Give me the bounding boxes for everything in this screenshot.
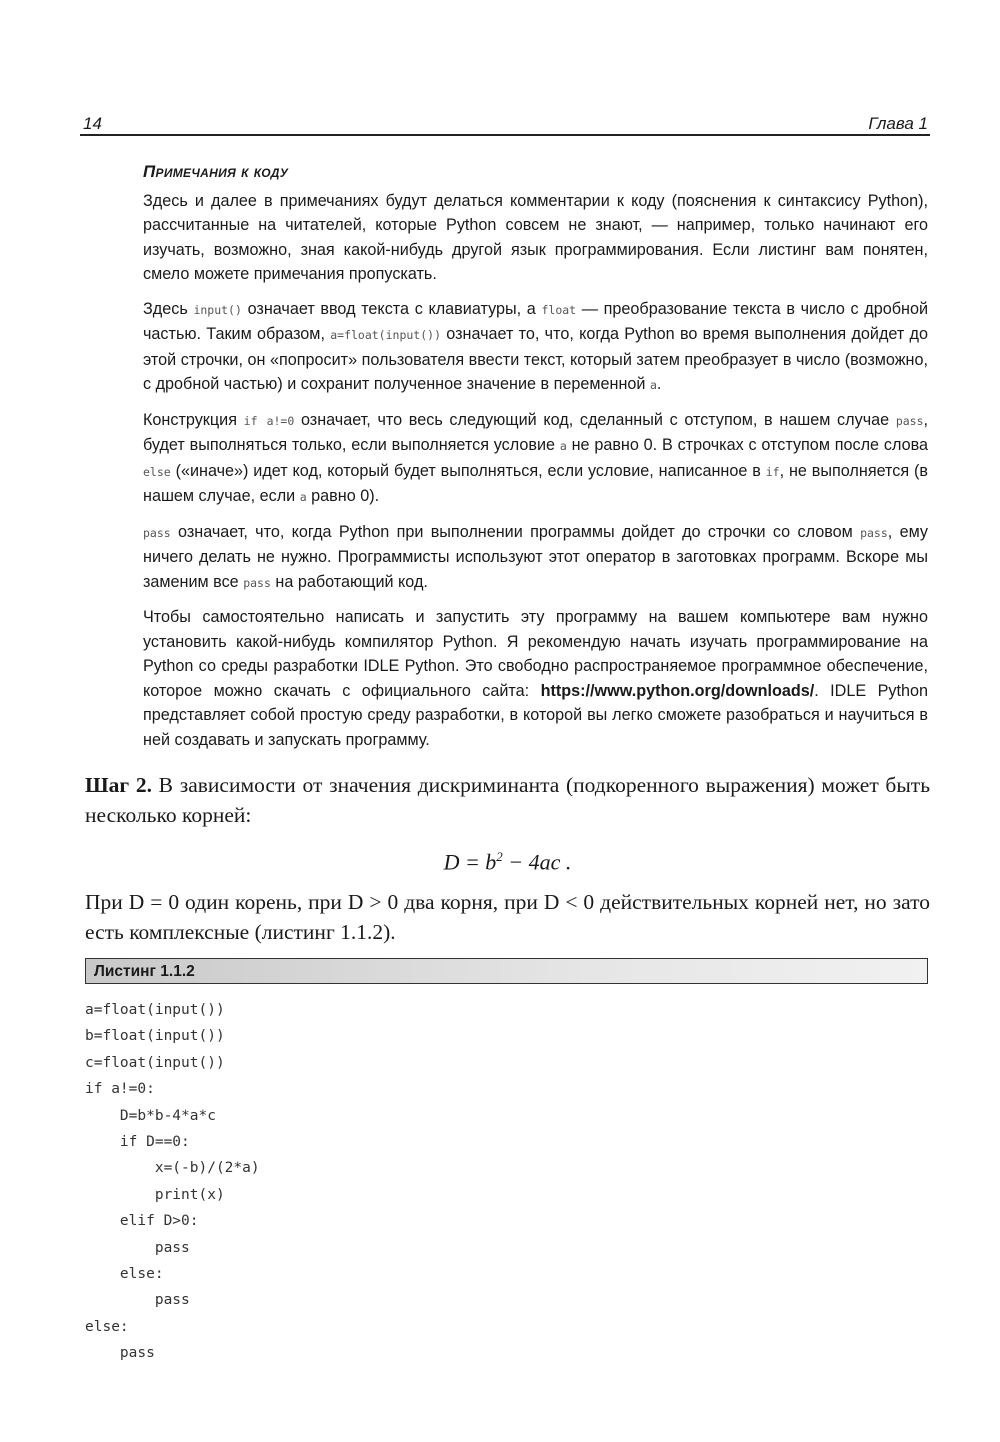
inline-code: else (143, 464, 171, 479)
step-paragraph (85, 770, 930, 830)
code-line: if D==0: (85, 1134, 190, 1151)
notes-paragraph (143, 189, 928, 287)
code-listing (85, 997, 260, 1367)
text-segment: . IDLE Python представляет собой простую среду разработки, в которой вы легко сможете разобраться и научиться в ней создавать и запускать программу. (143, 681, 928, 749)
inline-code: float (541, 302, 577, 317)
notes-body (143, 189, 928, 753)
text-segment: на работающий код. (270, 572, 428, 591)
text-segment: Здесь и далее в примечаниях будут делаться комментарии к коду (пояснения к синтаксису Python), рассчитанные на читателей, которые Python совсем не знают, — например, только начинают его изучать, возможно, зная какой-нибудь другой язык программирования. Если листинг вам понятен, смело можете примечания пропускать. (143, 191, 928, 283)
inline-code: if (765, 464, 780, 479)
roots-paragraph: При D = 0 один корень, при D > 0 два корня, при D < 0 действительных корней нет, но зато есть комплексные (листинг 1.1.2). (85, 890, 930, 945)
notes-title: Примечания к коду (143, 162, 289, 181)
listing-title: Листинг 1.1.2 (85, 958, 928, 984)
code-line: pass (85, 1292, 190, 1309)
code-line: D=b*b-4*a*c (85, 1107, 216, 1124)
main-text (85, 770, 930, 947)
formula-lhs: D = b (443, 849, 497, 875)
notes-paragraph (143, 605, 928, 752)
text-segment: означает, что, когда Python при выполнении программы дойдет до строчки со словом (170, 522, 861, 541)
text-segment: Конструкция (143, 410, 244, 429)
text-segment: означает ввод текста с клавиатуры, а (241, 299, 542, 318)
code-line: print(x) (85, 1186, 225, 1203)
text-segment: Здесь (143, 299, 194, 318)
code-line: else: (85, 1318, 129, 1335)
code-line: c=float(input()) (85, 1054, 225, 1071)
text-segment: («иначе») идет код, который будет выполняться, если условие, написанное в (170, 461, 766, 480)
notes-paragraph (143, 297, 928, 398)
page-number: 14 (83, 114, 102, 133)
text-segment: , не выполняется (в нашем случае, если (143, 461, 929, 505)
text-segment: не равно 0. В строчках с отступом после слова (566, 436, 928, 454)
inline-code: input() (193, 302, 242, 317)
notes-paragraph (143, 408, 928, 510)
text-segment: , будет выполняться только, если выполняется условие (143, 410, 929, 454)
inline-code: a (299, 490, 307, 504)
notes-paragraph (143, 520, 928, 596)
code-line: pass (85, 1345, 155, 1362)
code-line: pass (85, 1239, 190, 1256)
header-rule (80, 134, 930, 136)
formula-exponent: 2 (496, 849, 503, 864)
inline-code: pass (895, 413, 924, 428)
step-text: В зависимости от значения дискриминанта (подкоренного выражения) может быть несколько корней: (85, 773, 931, 827)
step-label: Шаг 2. (85, 773, 152, 797)
text-segment: , ему ничего делать не нужно. Программисты используют этот оператор в заготовках программ. Вскоре мы заменим все (143, 522, 928, 591)
code-notes-section (143, 160, 928, 762)
formula-rhs: − 4ac . (502, 849, 572, 875)
text-segment: равно 0). (306, 487, 380, 505)
inline-code: if a!=0 (243, 413, 295, 428)
text-segment: Чтобы самостоятельно написать и запустить эту программу на вашем компьютере вам нужно установить какой-нибудь компилятор Python. Я рекомендую начать изучать программирование на Python со среды разработки IDLE Python. Это свободно распространяемое программное обеспечение, которое можно скачать с официального сайта: (143, 608, 928, 700)
code-line: elif D>0: (85, 1213, 199, 1230)
text-segment: . (656, 375, 662, 393)
code-line: a=float(input()) (85, 1002, 225, 1018)
text-segment: означает то, что, когда Python во время выполнения дойдет до этой строчки, он «попросит» пользователя ввести текст, который затем преобразует в число (возможно, с дробной частью) и сохранит полученное значение в переменной (143, 325, 928, 393)
inline-code: a (649, 378, 657, 392)
url-text: https://www.python.org/downloads/ (540, 681, 815, 700)
text-segment: означает, что весь следующий код, сделанный с отступом, в нашем случае (294, 410, 896, 429)
inline-code: pass (143, 525, 171, 540)
code-line: b=float(input()) (85, 1028, 225, 1045)
discriminant-formula (85, 842, 930, 877)
inline-code: a=float(input()) (330, 328, 441, 342)
code-line: x=(-b)/(2*a) (85, 1160, 260, 1177)
inline-code: a (559, 439, 567, 453)
inline-code: pass (860, 525, 888, 540)
code-line: if a!=0: (85, 1081, 155, 1098)
running-header (83, 110, 928, 134)
chapter-title: Глава 1 (868, 114, 928, 133)
code-line: else: (85, 1266, 164, 1283)
inline-code: pass (243, 575, 271, 590)
text-segment: — преобразование текста в число с дробной частью. Таким образом, (143, 299, 928, 343)
